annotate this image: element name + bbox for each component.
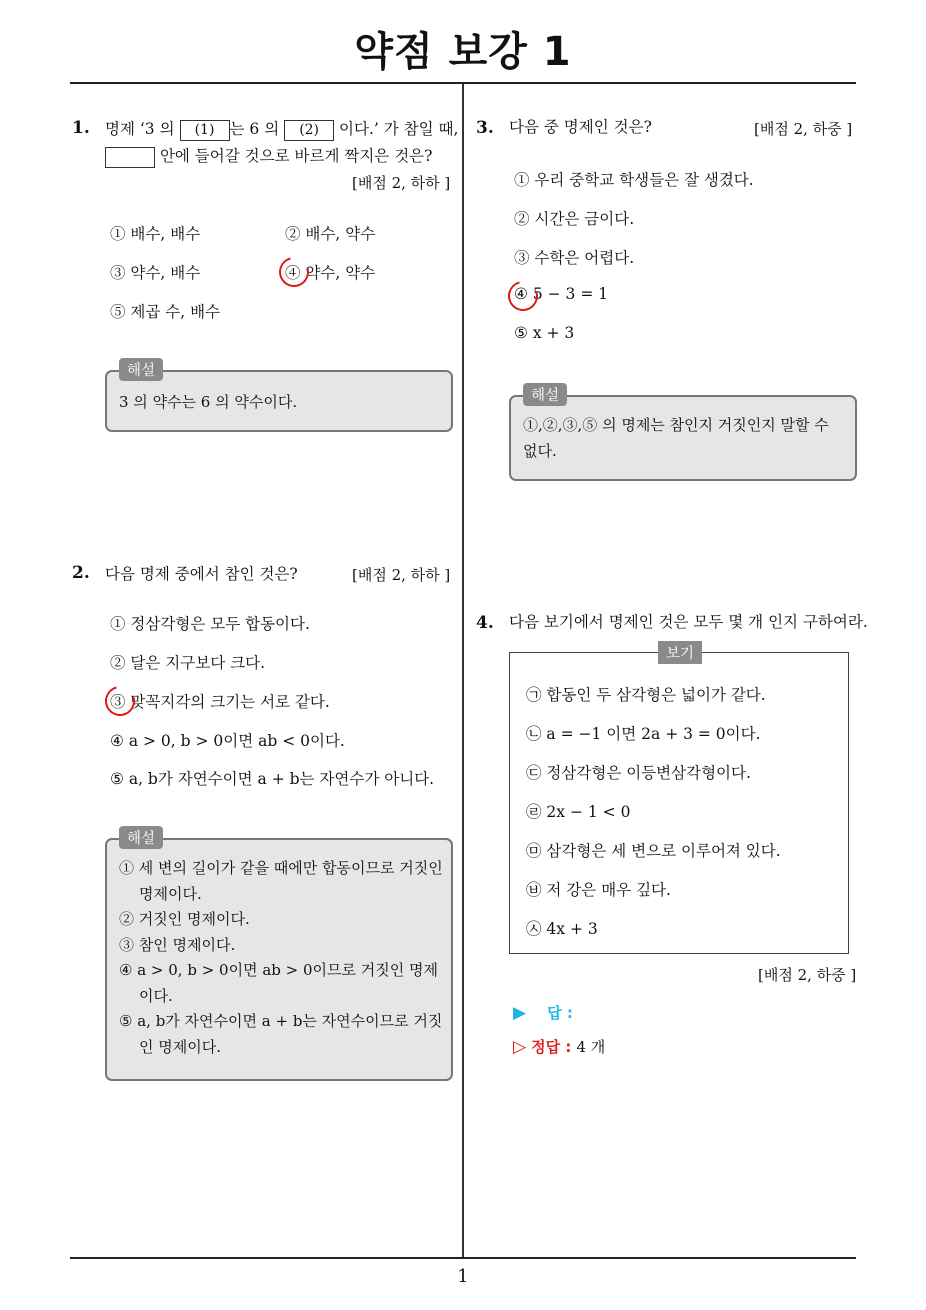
q4-item-3: ㉢ 정삼각형은 이등변삼각형이다. [526, 764, 751, 782]
q2-explanation-box [105, 838, 453, 1081]
play-filled-icon: ▶ [513, 1003, 527, 1023]
play-outline-icon: ▷ [513, 1037, 527, 1057]
q3-exp-line-1: ①,②,③,⑤ 의 명제는 참인지 거짓인지 말할 수 [523, 416, 829, 434]
q3-explanation-box [509, 395, 857, 481]
q2-answer-circle-icon [100, 681, 141, 722]
q3-text: 다음 중 명제인 것은? [509, 118, 652, 136]
q2-exp-line-7: ⑤ a, b가 자연수이면 a + b는 자연수이므로 거짓 [119, 1012, 443, 1030]
q4-bogi-tag: 보기 [658, 641, 702, 664]
q1-text-b: 는 6 의 [229, 120, 280, 138]
q4-item-4: ㉣ 2x − 1 < 0 [526, 803, 631, 821]
page-title: 약점 보강 1 [354, 29, 572, 75]
q4-bogi-box [509, 652, 849, 954]
q2-explanation-tag: 해설 [119, 826, 163, 849]
q3-explanation-tag: 해설 [523, 383, 567, 406]
q2-option-1[interactable]: ① 정삼각형은 모두 합동이다. [110, 615, 310, 633]
q2-exp-line-8: 인 명제이다. [139, 1037, 221, 1056]
q1-answer-circle-icon [274, 252, 315, 293]
q1-text-d: 안에 들어갈 것으로 바르게 짝지은 것은? [159, 147, 433, 165]
q3-option-1[interactable]: ① 우리 중학교 학생들은 잘 생겼다. [514, 171, 754, 189]
q2-exp-line-6: 이다. [139, 986, 173, 1005]
q4-item-5: ㉤ 삼각형은 세 변으로 이루어져 있다. [526, 842, 781, 860]
q1-score: [배점 2, 하하 ] [352, 174, 451, 192]
footer-divider [70, 1257, 856, 1259]
q4-correct-row [513, 1036, 605, 1057]
q2-score: [배점 2, 하하 ] [352, 566, 451, 584]
q4-text: 다음 보기에서 명제인 것은 모두 몇 개 인지 구하여라. [509, 613, 868, 631]
q1-text-line2 [105, 143, 432, 169]
q4-correct-value: 4 개 [576, 1038, 606, 1056]
q1-blank-2: (2) [284, 120, 334, 141]
q3-number: 3. [476, 118, 494, 138]
q2-number: 2. [72, 563, 90, 583]
q2-explanation [119, 856, 443, 1060]
q2-option-5[interactable]: ⑤ a, b가 자연수이면 a + b는 자연수가 아니다. [110, 770, 435, 788]
q3-answer-circle-icon [503, 276, 544, 317]
q1-number: 1. [72, 118, 90, 138]
q4-answer-row [513, 1002, 573, 1023]
q2-exp-line-1: ① 세 변의 길이가 같을 때에만 합동이므로 거짓인 [119, 859, 443, 877]
q3-explanation [523, 413, 829, 464]
q4-number: 4. [476, 613, 494, 633]
q3-score: [배점 2, 하중 ] [754, 120, 853, 138]
q3-option-2[interactable]: ② 시간은 금이다. [514, 210, 635, 228]
q4-item-7: ㉦ 4x + 3 [526, 920, 598, 938]
q1-explanation: 3 의 약수는 6 의 약수이다. [119, 393, 298, 411]
q1-option-3[interactable]: ③ 약수, 배수 [110, 264, 201, 282]
q2-text: 다음 명제 중에서 참인 것은? [105, 565, 298, 583]
q2-option-4[interactable]: ④ a > 0, b > 0이면 ab < 0이다. [110, 732, 345, 750]
q4-correct-label: 정답 : [531, 1038, 572, 1056]
q2-option-2[interactable]: ② 달은 지구보다 크다. [110, 654, 265, 672]
q2-exp-line-5: ④ a > 0, b > 0이면 ab > 0이므로 거짓인 명제 [119, 961, 438, 979]
q4-score: [배점 2, 하중 ] [758, 966, 857, 984]
q1-explanation-tag: 해설 [119, 358, 163, 381]
q1-text-c: 이다.’ 가 참일 때, [339, 120, 459, 138]
q4-item-1: ㉠ 합동인 두 삼각형은 넓이가 같다. [526, 686, 766, 704]
column-divider [462, 84, 464, 1258]
q4-item-6: ㉥ 저 강은 매우 깊다. [526, 881, 671, 899]
q3-exp-line-2: 없다. [523, 441, 557, 460]
q3-option-4[interactable]: ④ 5 − 3 = 1 [514, 285, 609, 303]
q3-option-3[interactable]: ③ 수학은 어렵다. [514, 249, 635, 267]
q3-option-5[interactable]: ⑤ x + 3 [514, 324, 575, 342]
q1-blank-box [105, 147, 155, 168]
q4-answer-label: 답 : [547, 1004, 573, 1022]
q1-option-2[interactable]: ② 배수, 약수 [285, 225, 376, 243]
q4-item-2: ㉡ a = −1 이면 2a + 3 = 0이다. [526, 725, 761, 743]
q1-text-a: 명제 ‘3 의 [105, 120, 175, 138]
q1-option-1[interactable]: ① 배수, 배수 [110, 225, 201, 243]
page-number: 1 [457, 1266, 469, 1287]
q2-exp-line-4: ③ 참인 명제이다. [119, 935, 236, 954]
q1-option-4[interactable]: ④ 약수, 약수 [285, 264, 376, 282]
q2-exp-line-2: 명제이다. [139, 884, 202, 903]
q1-text-line1 [105, 116, 458, 142]
q2-option-3[interactable]: ③ 맞꼭지각의 크기는 서로 같다. [110, 693, 330, 711]
q2-exp-line-3: ② 거짓인 명제이다. [119, 910, 250, 928]
q1-option-5[interactable]: ⑤ 제곱 수, 배수 [110, 303, 221, 321]
q1-blank-1: (1) [180, 120, 230, 141]
